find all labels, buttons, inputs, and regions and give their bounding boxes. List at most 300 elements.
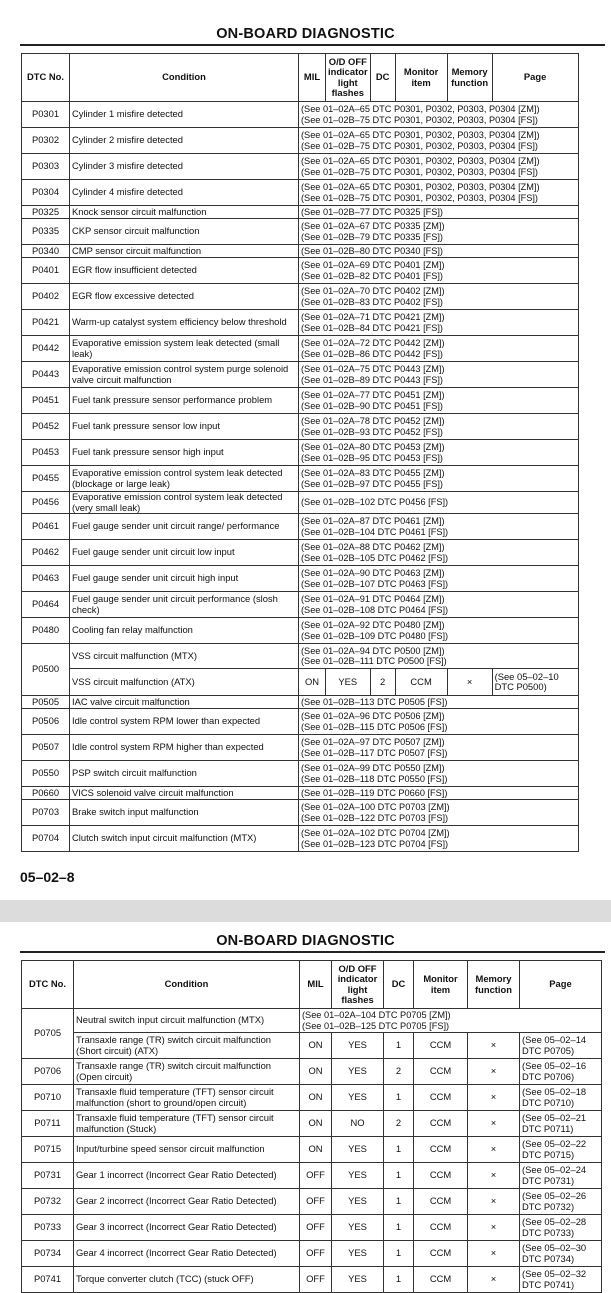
see-reference [299,761,579,787]
see-reference-line: (See 01–02B–75 DTC P0301, P0302, P0303, P0304 [FS]) [301,114,538,125]
condition-text: Fuel tank pressure sensor high input [70,440,299,466]
header-monitor-item: Monitor item [414,961,468,1009]
see-reference-line: (See 01–02A–67 DTC P0335 [ZM]) [301,221,445,231]
dtc-code: P0443 [22,362,70,388]
see-reference [299,592,579,618]
memory-function-value: × [468,1189,520,1215]
dtc-code: P0442 [22,336,70,362]
page-reference: (See 05–02–16 DTC P0706) [520,1059,602,1085]
condition-text: Evaporative emission control system leak detected (blockage or large leak) [70,466,299,492]
mil-value: ON [299,669,326,696]
see-reference-line: (See 01–02A–104 DTC P0705 [ZM]) [302,1010,451,1020]
mil-value: OFF [300,1163,332,1189]
condition-text: Fuel gauge sender unit circuit performance (slosh check) [70,592,299,618]
table-row [22,180,579,206]
header-page: Page [520,961,602,1009]
see-reference-line: (See 01–02B–80 DTC P0340 [FS]) [301,245,443,256]
page-reference: (See 05–02–24 DTC P0731) [520,1163,602,1189]
header-od-off: O/D OFF indicator light flashes [332,961,384,1009]
table-row [22,128,579,154]
see-reference-line: (See 01–02A–65 DTC P0301, P0302, P0303, P0304 [ZM]) [301,104,540,114]
see-reference-line: (See 01–02B–75 DTC P0301, P0302, P0303, P0304 [FS]) [301,140,538,151]
condition-text: Knock sensor circuit malfunction [70,206,299,219]
mil-value: ON [300,1137,332,1163]
mil-value: OFF [300,1267,332,1293]
dtc-code: P0464 [22,592,70,618]
table-row [22,1033,602,1059]
condition-text: Gear 4 incorrect (Incorrect Gear Ratio Detected) [74,1241,300,1267]
table-row [22,696,579,709]
page-title: ON-BOARD DIAGNOSTIC [216,26,395,42]
monitor-item-value: CCM [395,669,447,696]
header-condition: Condition [74,961,300,1009]
see-reference-line: (See 01–02B–86 DTC P0442 [FS]) [301,348,443,359]
dtc-code: P0506 [22,709,70,735]
memory-function-value: × [468,1033,520,1059]
see-reference [299,644,579,669]
condition-text: Cylinder 1 misfire detected [70,102,299,128]
see-reference [299,128,579,154]
condition-text: Fuel gauge sender unit circuit low input [70,540,299,566]
see-reference [299,514,579,540]
dtc-code: P0660 [22,787,70,800]
page-title: ON-BOARD DIAGNOSTIC [216,933,395,949]
see-reference-line: (See 01–02B–93 DTC P0452 [FS]) [301,426,443,437]
see-reference-line: (See 01–02B–109 DTC P0480 [FS]) [301,630,449,641]
dtc-code: P0451 [22,388,70,414]
condition-text: Evaporative emission control system leak detected (very small leak) [70,492,299,514]
dtc-code: P0704 [22,826,70,852]
memory-function-value: × [468,1111,520,1137]
see-reference [299,800,579,826]
dc-value: 1 [384,1241,414,1267]
condition-text: Cylinder 4 misfire detected [70,180,299,206]
table-row [22,219,579,245]
table-row [22,1059,602,1085]
see-reference-line: (See 01–02B–75 DTC P0301, P0302, P0303, P0304 [FS]) [301,192,538,203]
see-reference-line: (See 01–02B–82 DTC P0401 [FS]) [301,270,443,281]
see-reference-line: (See 01–02A–69 DTC P0401 [ZM]) [301,260,445,270]
page-reference: (See 05–02–26 DTC P0732) [520,1189,602,1215]
page-reference: (See 05–02–14 DTC P0705) [520,1033,602,1059]
table-header-row [22,54,579,102]
dtc-code: P0703 [22,800,70,826]
monitor-item-value: CCM [414,1267,468,1293]
dtc-code: P0715 [22,1137,74,1163]
table-row [22,336,579,362]
dc-value: 1 [384,1267,414,1293]
dtc-code: P0463 [22,566,70,592]
table-row [22,258,579,284]
see-reference-line: (See 01–02A–100 DTC P0703 [ZM]) [301,802,450,812]
see-reference [299,466,579,492]
title-rule [20,44,605,46]
condition-text: EGR flow insufficient detected [70,258,299,284]
condition-text: VSS circuit malfunction (MTX) [70,644,299,669]
table-row [22,362,579,388]
see-reference-line: (See 01–02B–105 DTC P0462 [FS]) [301,552,449,563]
see-reference-line: (See 01–02B–123 DTC P0704 [FS]) [301,838,449,849]
see-reference-line: (See 01–02A–92 DTC P0480 [ZM]) [301,620,445,630]
see-reference-line: (See 01–02B–89 DTC P0443 [FS]) [301,374,443,385]
condition-text: Evaporative emission system leak detected (small leak) [70,336,299,362]
see-reference-line: (See 01–02B–115 DTC P0506 [FS]) [301,721,448,732]
header-condition: Condition [70,54,299,102]
see-reference [299,362,579,388]
table-row [22,245,579,258]
monitor-item-value: CCM [414,1137,468,1163]
see-reference [299,180,579,206]
see-reference [299,154,579,180]
dtc-code: P0705 [22,1009,74,1059]
see-reference-line: (See 01–02B–90 DTC P0451 [FS]) [301,400,443,411]
dtc-code: P0453 [22,440,70,466]
see-reference [299,540,579,566]
dc-value: 1 [384,1189,414,1215]
manual-page-lower [0,922,611,1290]
memory-function-value: × [468,1059,520,1085]
page-reference: (See 05–02–30 DTC P0734) [520,1241,602,1267]
dtc-code: P0402 [22,284,70,310]
see-reference-line: (See 01–02B–104 DTC P0461 [FS]) [301,526,449,537]
dtc-code: P0733 [22,1215,74,1241]
dtc-table-lower [21,960,602,1293]
mil-value: ON [300,1085,332,1111]
page-reference: (See 05–02–21 DTC P0711) [520,1111,602,1137]
dc-value: 1 [384,1137,414,1163]
dc-value: 1 [384,1163,414,1189]
od-off-value: NO [332,1111,384,1137]
table-row [22,618,579,644]
dc-value: 1 [384,1215,414,1241]
see-reference-line: (See 01–02B–111 DTC P0500 [FS]) [301,656,447,666]
condition-text: Fuel gauge sender unit circuit range/ performance [70,514,299,540]
memory-function-value: × [447,669,492,696]
see-reference-line: (See 01–02B–108 DTC P0464 [FS]) [301,604,449,615]
table-row [22,440,579,466]
dtc-code: P0550 [22,761,70,787]
see-reference [299,310,579,336]
see-reference-line: (See 01–02B–102 DTC P0456 [FS]) [301,497,449,508]
condition-text: Fuel tank pressure sensor performance problem [70,388,299,414]
mil-value: ON [300,1059,332,1085]
condition-text: Fuel tank pressure sensor low input [70,414,299,440]
see-reference-line: (See 01–02A–65 DTC P0301, P0302, P0303, P0304 [ZM]) [301,156,540,166]
see-reference-line: (See 01–02B–95 DTC P0453 [FS]) [301,452,443,463]
dtc-code: P0301 [22,102,70,128]
table-row [22,709,579,735]
see-reference [299,206,579,219]
table-row [22,1009,602,1033]
condition-text: EGR flow excessive detected [70,284,299,310]
condition-text: Neutral switch input circuit malfunction (MTX) [74,1009,300,1033]
mil-value: OFF [300,1241,332,1267]
see-reference [299,787,579,800]
dtc-code: P0303 [22,154,70,180]
see-reference [299,336,579,362]
header-mil: MIL [299,54,326,102]
table-header-row [22,961,602,1009]
header-od-off: O/D OFF indicator light flashes [326,54,371,102]
see-reference-line: (See 01–02A–102 DTC P0704 [ZM]) [301,828,450,838]
see-reference-line: (See 01–02B–97 DTC P0455 [FS]) [301,478,443,489]
dtc-code: P0455 [22,466,70,492]
see-reference [300,1009,602,1033]
table-row [22,514,579,540]
table-row [22,826,579,852]
see-reference-line: (See 01–02A–90 DTC P0463 [ZM]) [301,568,445,578]
table-row [22,154,579,180]
dc-value: 2 [384,1111,414,1137]
see-reference [299,492,579,514]
memory-function-value: × [468,1137,520,1163]
condition-text: Cooling fan relay malfunction [70,618,299,644]
see-reference-line: (See 01–02A–70 DTC P0402 [ZM]) [301,286,445,296]
see-reference-line: (See 01–02B–79 DTC P0335 [FS]) [301,231,443,242]
see-reference-line: (See 01–02B–113 DTC P0505 [FS]) [301,696,448,707]
see-reference-line: (See 01–02A–78 DTC P0452 [ZM]) [301,416,445,426]
see-reference-line: (See 01–02A–96 DTC P0506 [ZM]) [301,711,445,721]
header-dtc-no: DTC No. [22,54,70,102]
see-reference-line: (See 01–02A–72 DTC P0442 [ZM]) [301,338,445,348]
mil-value: ON [300,1033,332,1059]
condition-text: Cylinder 2 misfire detected [70,128,299,154]
see-reference-line: (See 01–02B–75 DTC P0301, P0302, P0303, P0304 [FS]) [301,166,538,177]
see-reference-line: (See 01–02A–77 DTC P0451 [ZM]) [301,390,445,400]
condition-text: Input/turbine speed sensor circuit malfunction [74,1137,300,1163]
see-reference-line: (See 01–02A–87 DTC P0461 [ZM]) [301,516,445,526]
see-reference-line: (See 01–02A–75 DTC P0443 [ZM]) [301,364,445,374]
dtc-code: P0340 [22,245,70,258]
od-off-value: YES [332,1189,384,1215]
see-reference-line: (See 01–02B–107 DTC P0463 [FS]) [301,578,449,589]
condition-text: Warm-up catalyst system efficiency below threshold [70,310,299,336]
see-reference-line: (See 01–02B–83 DTC P0402 [FS]) [301,296,443,307]
od-off-value: YES [332,1163,384,1189]
dtc-code: P0711 [22,1111,74,1137]
dtc-code: P0732 [22,1189,74,1215]
see-reference-line: (See 01–02B–125 DTC P0705 [FS]) [302,1020,450,1031]
dtc-code: P0731 [22,1163,74,1189]
page-reference: (See 05–02–22 DTC P0715) [520,1137,602,1163]
dtc-code: P0741 [22,1267,74,1293]
table-row [22,1163,602,1189]
see-reference-line: (See 01–02A–65 DTC P0301, P0302, P0303, P0304 [ZM]) [301,130,540,140]
od-off-value: YES [332,1059,384,1085]
monitor-item-value: CCM [414,1189,468,1215]
see-reference-line: (See 01–02B–118 DTC P0550 [FS]) [301,773,448,784]
see-reference-line: (See 01–02A–88 DTC P0462 [ZM]) [301,542,445,552]
condition-text: CMP sensor circuit malfunction [70,245,299,258]
memory-function-value: × [468,1267,520,1293]
see-reference-line: (See 01–02B–122 DTC P0703 [FS]) [301,812,449,823]
condition-text: Transaxle fluid temperature (TFT) sensor circuit malfunction (short to ground/open circuit) [74,1085,300,1111]
table-row [22,414,579,440]
od-off-value: YES [332,1085,384,1111]
see-reference-line: (See 01–02A–71 DTC P0421 [ZM]) [301,312,445,322]
see-reference [299,618,579,644]
mil-value: OFF [300,1189,332,1215]
dtc-code: P0335 [22,219,70,245]
table-row [22,492,579,514]
monitor-item-value: CCM [414,1111,468,1137]
condition-text: Transaxle fluid temperature (TFT) sensor circuit malfunction (Stuck) [74,1111,300,1137]
condition-text: PSP switch circuit malfunction [70,761,299,787]
dtc-code: P0706 [22,1059,74,1085]
condition-text: Cylinder 3 misfire detected [70,154,299,180]
monitor-item-value: CCM [414,1163,468,1189]
dtc-code: P0507 [22,735,70,761]
dtc-code: P0421 [22,310,70,336]
od-off-value: YES [332,1215,384,1241]
page-reference: (See 05–02–10 DTC P0500) [492,669,578,696]
table-row [22,206,579,219]
dtc-code: P0505 [22,696,70,709]
title-rule [20,951,605,953]
page-reference: (See 05–02–28 DTC P0733) [520,1215,602,1241]
dtc-code: P0462 [22,540,70,566]
see-reference-line: (See 01–02A–99 DTC P0550 [ZM]) [301,763,445,773]
memory-function-value: × [468,1215,520,1241]
table-row [22,592,579,618]
table-row [22,800,579,826]
dtc-code: P0304 [22,180,70,206]
condition-text: VICS solenoid valve circuit malfunction [70,787,299,800]
condition-text: Transaxle range (TR) switch circuit malfunction (Short circuit) (ATX) [74,1033,300,1059]
condition-text: Clutch switch input circuit malfunction (MTX) [70,826,299,852]
see-reference [299,696,579,709]
od-off-value: YES [332,1267,384,1293]
header-monitor-item: Monitor item [395,54,447,102]
dc-value: 2 [370,669,395,696]
header-dc: DC [384,961,414,1009]
page-reference: (See 05–02–18 DTC P0710) [520,1085,602,1111]
condition-text: Gear 3 incorrect (Incorrect Gear Ratio Detected) [74,1215,300,1241]
see-reference [299,219,579,245]
table-row [22,388,579,414]
see-reference [299,566,579,592]
dtc-table-upper [21,53,579,852]
dtc-code: P0401 [22,258,70,284]
table-row [22,1241,602,1267]
monitor-item-value: CCM [414,1033,468,1059]
dc-value: 1 [384,1033,414,1059]
see-reference-line: (See 01–02B–84 DTC P0421 [FS]) [301,322,443,333]
see-reference [299,440,579,466]
see-reference [299,414,579,440]
table-row [22,310,579,336]
see-reference-line: (See 01–02A–80 DTC P0453 [ZM]) [301,442,445,452]
dtc-code: P0500 [22,644,70,696]
od-off-value: YES [326,669,371,696]
see-reference-line: (See 01–02A–83 DTC P0455 [ZM]) [301,468,445,478]
dtc-code: P0325 [22,206,70,219]
see-reference-line: (See 01–02A–91 DTC P0464 [ZM]) [301,594,445,604]
see-reference-line: (See 01–02A–97 DTC P0507 [ZM]) [301,737,445,747]
page-gap [0,900,611,922]
see-reference [299,735,579,761]
see-reference-line: (See 01–02A–94 DTC P0500 [ZM]) [301,645,445,656]
od-off-value: YES [332,1241,384,1267]
condition-text: Evaporative emission control system purge solenoid valve circuit malfunction [70,362,299,388]
see-reference [299,709,579,735]
table-row [22,1215,602,1241]
table-row [22,761,579,787]
table-row [22,669,579,696]
table-row [22,102,579,128]
condition-text: IAC valve circuit malfunction [70,696,299,709]
page-number: 05–02–8 [20,869,75,885]
od-off-value: YES [332,1033,384,1059]
condition-text: Idle control system RPM lower than expected [70,709,299,735]
table-row [22,284,579,310]
monitor-item-value: CCM [414,1241,468,1267]
dtc-code: P0302 [22,128,70,154]
monitor-item-value: CCM [414,1059,468,1085]
condition-text: Transaxle range (TR) switch circuit malfunction (Open circuit) [74,1059,300,1085]
condition-text: Gear 1 incorrect (Incorrect Gear Ratio Detected) [74,1163,300,1189]
see-reference [299,245,579,258]
header-dtc-no: DTC No. [22,961,74,1009]
condition-text: Fuel gauge sender unit circuit high input [70,566,299,592]
memory-function-value: × [468,1085,520,1111]
see-reference-line: (See 01–02B–77 DTC P0325 [FS]) [301,206,443,217]
memory-function-value: × [468,1163,520,1189]
see-reference [299,102,579,128]
dtc-code: P0710 [22,1085,74,1111]
header-mil: MIL [300,961,332,1009]
header-memory-function: Memory function [468,961,520,1009]
table-row [22,466,579,492]
mil-value: OFF [300,1215,332,1241]
see-reference [299,284,579,310]
monitor-item-value: CCM [414,1085,468,1111]
header-memory-function: Memory function [447,54,492,102]
table-row [22,1189,602,1215]
see-reference [299,258,579,284]
condition-text: Brake switch input malfunction [70,800,299,826]
condition-text: CKP sensor circuit malfunction [70,219,299,245]
condition-text: Idle control system RPM higher than expected [70,735,299,761]
memory-function-value: × [468,1241,520,1267]
od-off-value: YES [332,1137,384,1163]
table-row [22,566,579,592]
mil-value: ON [300,1111,332,1137]
condition-text: Torque converter clutch (TCC) (stuck OFF) [74,1267,300,1293]
header-page: Page [492,54,578,102]
table-row [22,787,579,800]
dtc-code: P0734 [22,1241,74,1267]
see-reference-line: (See 01–02B–117 DTC P0507 [FS]) [301,747,448,758]
table-row [22,644,579,669]
dc-value: 2 [384,1059,414,1085]
condition-text: VSS circuit malfunction (ATX) [70,669,299,696]
table-row [22,540,579,566]
table-row [22,1137,602,1163]
table-row [22,1085,602,1111]
dtc-code: P0452 [22,414,70,440]
table-row [22,735,579,761]
dtc-code: P0456 [22,492,70,514]
dtc-code: P0480 [22,618,70,644]
condition-text: Gear 2 incorrect (Incorrect Gear Ratio Detected) [74,1189,300,1215]
dc-value: 1 [384,1085,414,1111]
table-row [22,1111,602,1137]
see-reference [299,388,579,414]
page-reference: (See 05–02–32 DTC P0741) [520,1267,602,1293]
see-reference-line: (See 01–02A–65 DTC P0301, P0302, P0303, P0304 [ZM]) [301,182,540,192]
monitor-item-value: CCM [414,1215,468,1241]
